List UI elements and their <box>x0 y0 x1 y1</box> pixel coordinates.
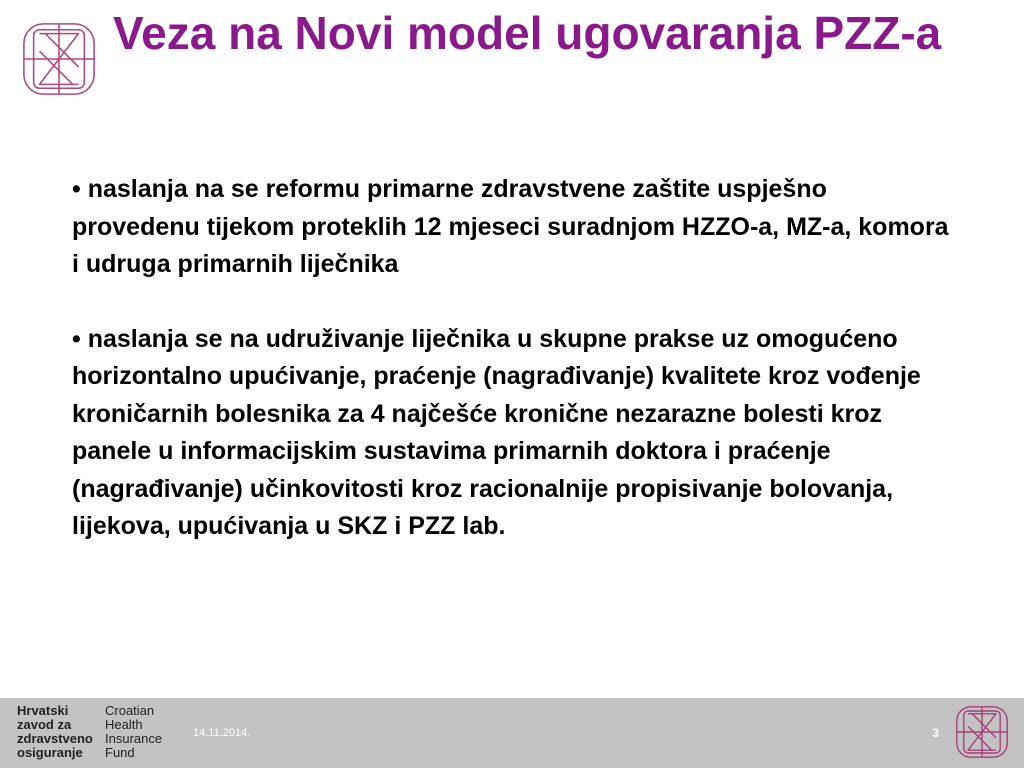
org-en-line: Fund <box>105 745 135 760</box>
slide-title: Veza na Novi model ugovaranja PZZ-a <box>113 7 942 59</box>
hzzo-logo-icon <box>20 20 98 98</box>
slide-date: 14.11.2014. <box>193 727 251 739</box>
org-hr-line: Hrvatski <box>17 703 69 718</box>
org-en-line: Health <box>105 717 143 732</box>
org-en-line: Croatian <box>105 703 155 718</box>
footer-bar <box>0 698 1024 768</box>
org-en-line: Insurance <box>105 731 163 746</box>
org-hr-line: osiguranje <box>17 745 83 760</box>
bullet-item-1: • naslanja na se reformu primarne zdravstvene zaštite uspješno provedenu tijekom proteklih 12 mjeseci suradnjom HZZO-a, MZ-a, komora i udruga primarnih liječnika <box>72 175 949 278</box>
org-hr-line: zdravstveno <box>17 731 93 746</box>
org-hr-line: zavod za <box>17 717 72 732</box>
organization-name-hr <box>17 704 107 760</box>
organization-name-en <box>105 704 205 760</box>
hzzo-logo-icon <box>954 704 1010 760</box>
page-number: 3 <box>932 726 939 740</box>
slide-body <box>72 171 952 546</box>
bullet-item-2: • naslanja se na udruživanje liječnika u skupne prakse uz omogućeno horizontalno upućivanje, praćenje (nagrađivanje) kvalitete kroz vođenje kroničarnih bolesnika za 4 najčešće kronične nezarazne bolesti kroz panele u informacijskim sustavima primarnih doktora i praćenje (nagrađivanje) učinkovitosti kroz racionalnije propisivanje bolovanja, lijekova, upućivanja u SKZ i PZZ lab. <box>72 324 921 540</box>
